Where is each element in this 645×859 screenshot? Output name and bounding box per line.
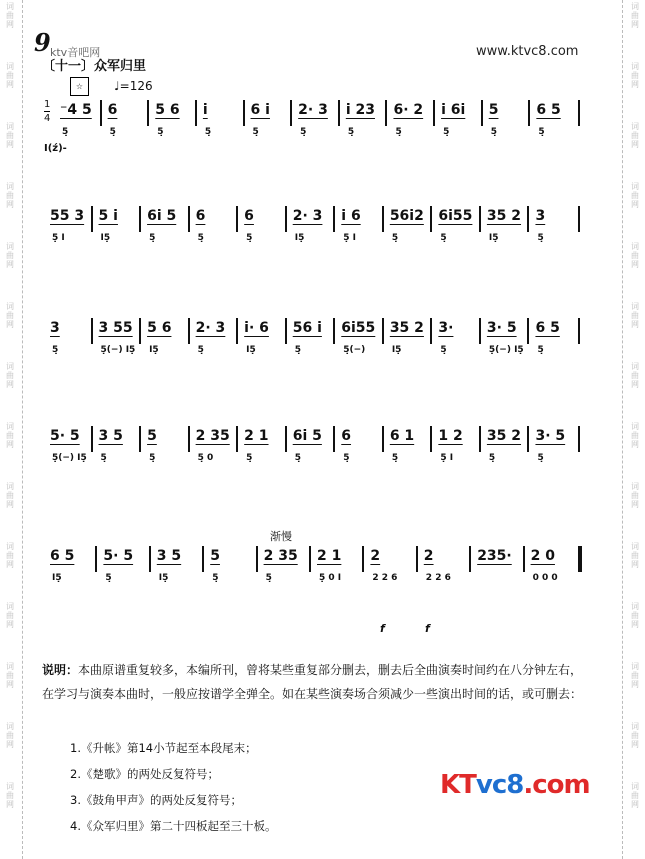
bass-note: 5̣ — [100, 453, 107, 463]
measure: 6 5 — [536, 102, 561, 118]
bar-line — [430, 318, 432, 344]
description-label: 说明： — [42, 663, 79, 677]
bass-note: 5̣ — [395, 127, 402, 137]
measure: 2 — [423, 548, 434, 564]
measure: ⁻4 5 — [60, 102, 92, 118]
melody-line — [44, 100, 582, 130]
measure: 1 2 — [438, 428, 463, 444]
watermark-text: 词曲网 — [6, 782, 14, 809]
bar-line — [416, 546, 418, 572]
measure: i· 6 — [244, 320, 269, 336]
list-item: 2.《楚歌》的两处反复符号； — [70, 767, 219, 781]
description-text: 本曲原谱重复较多，本编所刊，曾将某些重复部分删去，删去后全曲演奏时间约在八分钟左右，在学习与演奏本曲时，一般应按谱学全弹全。如在某些演奏场合须减少一些演出时间的话，或可删去： — [42, 663, 583, 701]
bass-note: 5̣ — [105, 573, 112, 583]
bass-note: 5̣ — [537, 233, 544, 243]
measure: 5 6 — [155, 102, 180, 118]
measure: 3 5 — [98, 428, 123, 444]
time-sig-bottom: 4 — [44, 113, 51, 124]
bar-line — [578, 318, 580, 344]
bass-lead: I(ź)- — [44, 143, 67, 154]
bar-line — [523, 546, 525, 572]
measure: 6 1 — [389, 428, 415, 444]
watermark-text: 词曲网 — [6, 242, 14, 269]
bar-line — [362, 546, 364, 572]
bar-line — [149, 546, 151, 572]
measure: 3· 5 — [486, 320, 517, 336]
bass-note: I5̣ — [294, 233, 305, 243]
bass-note: 5̣ — [157, 127, 164, 137]
bass-note: 5̣ — [109, 127, 116, 137]
measure: 2 35 — [263, 548, 298, 564]
measure: 5· 5 — [103, 548, 134, 564]
measure: 3 — [535, 208, 546, 224]
site-logo — [440, 770, 590, 800]
bass-note: 5̣(−) I5̣ — [100, 345, 136, 355]
bar-line — [333, 206, 335, 232]
bar-line — [147, 100, 149, 126]
measure: 55 3 — [50, 208, 85, 224]
bar-line — [338, 100, 340, 126]
bar-line — [528, 100, 530, 126]
measure: 5 i — [98, 208, 118, 224]
bar-line — [290, 100, 292, 126]
measure: 35 2 — [389, 320, 424, 336]
measure: 5 — [210, 548, 220, 564]
watermark-text: 词曲网 — [631, 242, 639, 269]
site-watermark-text: ktv音吧网 — [50, 46, 101, 59]
tempo-change-slow: 渐慢 — [270, 530, 292, 543]
bass-line — [44, 346, 582, 380]
bass-note: 0 0 0 — [532, 573, 558, 583]
bar-line — [578, 100, 580, 126]
bar-line — [578, 426, 580, 452]
measure: 3 — [50, 320, 60, 336]
measure: 6 5 — [50, 548, 75, 564]
final-bar-line — [578, 546, 582, 572]
bass-note: 5̣ — [204, 127, 212, 137]
watermark-text: 词曲网 — [6, 542, 14, 569]
bar-line — [527, 426, 529, 452]
bar-line — [236, 426, 238, 452]
bar-line — [139, 426, 141, 452]
bass-note: 5̣ — [265, 573, 272, 583]
bar-line — [202, 546, 204, 572]
bass-note: 5̣ — [246, 453, 253, 463]
measure: 35 2 — [486, 208, 522, 224]
measure: 6i 5 — [147, 208, 177, 224]
measure: 2 0 — [530, 548, 555, 564]
bar-line — [188, 318, 190, 344]
bass-note: 5̣ — [391, 233, 399, 243]
measure: 235· — [477, 548, 512, 564]
bass-note: I5̣ — [100, 233, 111, 243]
bar-line — [256, 546, 258, 572]
watermark-text: 词曲网 — [6, 422, 14, 449]
bar-line — [479, 318, 481, 344]
watermark-text: 词曲网 — [631, 782, 639, 809]
list-item: 1.《升帐》第14小节起至本段尾末； — [70, 741, 257, 755]
bass-note: 5̣ — [440, 345, 447, 355]
bass-note: 5̣ — [488, 453, 496, 463]
bar-line — [433, 100, 435, 126]
description — [42, 658, 592, 706]
site-url: www.ktvc8.com — [476, 44, 579, 59]
logo-part-1: KT — [440, 770, 476, 800]
bar-line — [95, 546, 97, 572]
bass-note: 5̣(−) I5̣ — [52, 453, 87, 463]
watermark-text: 词曲网 — [631, 542, 639, 569]
bar-line — [479, 426, 481, 452]
bass-note: 5̣ — [538, 127, 545, 137]
bar-line — [309, 546, 311, 572]
measure: 2 1 — [244, 428, 269, 444]
bar-line — [382, 206, 384, 232]
bar-line — [578, 206, 580, 232]
bass-note: 2 2 6 — [372, 573, 398, 583]
bass-note: 2 2 6 — [425, 573, 451, 583]
watermark-text: 词曲网 — [6, 662, 14, 689]
watermark-text: 词曲网 — [631, 182, 639, 209]
bar-line — [195, 100, 197, 126]
bar-line — [285, 318, 287, 344]
measure: i 6 — [341, 208, 361, 224]
bass-note: 5̣ — [537, 453, 544, 463]
bass-note: 5̣ — [443, 127, 450, 137]
bass-note: 5̣ — [391, 453, 399, 463]
melody-line — [44, 318, 582, 348]
measure: i 23 — [345, 102, 375, 118]
watermark-text: 词曲网 — [6, 302, 14, 329]
measure: 3 5 — [156, 548, 182, 564]
watermark-text: 词曲网 — [631, 422, 639, 449]
bass-line — [44, 128, 582, 162]
bass-note: I5̣ — [52, 573, 62, 583]
measure: 3 55 — [98, 320, 133, 336]
measure: 2· 3 — [298, 102, 328, 118]
watermark-text: 词曲网 — [631, 62, 639, 89]
bass-line — [44, 454, 582, 488]
measure: i — [202, 102, 208, 118]
bass-note: 5̣ — [294, 453, 301, 463]
bass-note: 5̣ I — [343, 233, 357, 243]
time-sig-top: 1 — [44, 99, 51, 110]
bar-line — [469, 546, 471, 572]
bar-line — [527, 206, 529, 232]
bass-note: 5̣ I — [52, 233, 65, 243]
bar-line — [430, 426, 432, 452]
measure: 6i55 — [438, 208, 473, 224]
watermark-text: 词曲网 — [6, 482, 14, 509]
bass-note: 5̣ — [537, 345, 544, 355]
left-border — [0, 0, 23, 859]
measure: 3· — [438, 320, 454, 336]
watermark-text: 词曲网 — [631, 302, 639, 329]
dynamic-forte-2: f — [425, 622, 430, 635]
bar-line — [100, 100, 102, 126]
measure: 3· 5 — [535, 428, 566, 444]
measure: 6i 5 — [292, 428, 322, 444]
melody-line — [44, 426, 582, 456]
bar-line — [285, 426, 287, 452]
bass-note: I5̣ — [488, 233, 499, 243]
watermark-text: 词曲网 — [6, 362, 14, 389]
bass-note: I5̣ — [149, 345, 159, 355]
bar-line — [188, 206, 190, 232]
bass-note: 5̣ I — [440, 453, 454, 463]
measure: 56 i — [292, 320, 322, 336]
dynamic-forte-1: f — [380, 622, 385, 635]
bar-line — [385, 100, 387, 126]
piece-title: 〔十一〕众军归里 — [42, 59, 147, 74]
watermark-text: 词曲网 — [6, 602, 14, 629]
measure: 6 — [195, 208, 206, 224]
measure: 2 1 — [317, 548, 342, 564]
bass-note: 5̣ — [343, 453, 350, 463]
bar-line — [430, 206, 432, 232]
bass-note: 5̣ — [347, 127, 355, 137]
bass-note: 5̣ — [252, 127, 259, 137]
measure: 6 — [107, 102, 118, 118]
bass-note: 5̣ — [197, 233, 204, 243]
measure: 6· 2 — [393, 102, 424, 118]
bar-line — [91, 318, 93, 344]
bar-line — [236, 318, 238, 344]
measure: 6 5 — [535, 320, 560, 336]
measure: 35 2 — [486, 428, 522, 444]
watermark-text: 词曲网 — [631, 362, 639, 389]
measure: 2 35 — [195, 428, 230, 444]
watermark-text: 词曲网 — [631, 722, 639, 749]
watermark-text: 词曲网 — [6, 62, 14, 89]
bar-line — [139, 318, 141, 344]
bass-note: 5̣ — [212, 573, 219, 583]
bar-line — [527, 318, 529, 344]
measure: 6 — [341, 428, 352, 444]
measure: 2· 3 — [292, 208, 323, 224]
bar-line — [139, 206, 141, 232]
watermark-text: 词曲网 — [631, 2, 639, 29]
bar-line — [188, 426, 190, 452]
page-number: 9 — [34, 28, 51, 57]
bass-note: I5̣ — [391, 345, 402, 355]
measure: 5· 5 — [50, 428, 80, 444]
measure: 5 — [147, 428, 157, 444]
bass-note: I5̣ — [246, 345, 256, 355]
bass-note: 5̣ — [197, 345, 204, 355]
logo-part-3: .com — [523, 770, 590, 800]
watermark-text: 词曲网 — [631, 662, 639, 689]
bar-line — [243, 100, 245, 126]
measure: i 6i — [441, 102, 466, 118]
bass-note: 5̣ — [62, 127, 69, 137]
melody-line — [44, 206, 582, 236]
bar-line — [91, 206, 93, 232]
watermark-text: 词曲网 — [6, 122, 14, 149]
bar-line — [333, 318, 335, 344]
bass-note: 5̣ 0 I — [319, 573, 342, 583]
bass-note: 5̣ — [149, 233, 156, 243]
bass-note: 5̣(−) I5̣ — [488, 345, 524, 355]
bass-note: 5̣ — [490, 127, 497, 137]
bar-line — [333, 426, 335, 452]
watermark-text: 词曲网 — [6, 722, 14, 749]
tempo-mark: ♩=126 — [114, 79, 153, 93]
measure: 6 i — [250, 102, 270, 118]
bar-line — [382, 318, 384, 344]
bass-note: 5̣ — [52, 345, 59, 355]
melody-line — [44, 546, 582, 576]
bar-line — [91, 426, 93, 452]
bar-line — [285, 206, 287, 232]
watermark-text: 词曲网 — [6, 182, 14, 209]
measure: 2 — [370, 548, 381, 564]
measure: 56i2 — [389, 208, 424, 224]
measure: 5 — [488, 102, 499, 118]
measure: 2· 3 — [195, 320, 226, 336]
right-border — [622, 0, 645, 859]
list-item: 3.《鼓角甲声》的两处反复符号； — [70, 793, 242, 807]
bass-note: 5̣ — [149, 453, 156, 463]
bass-note: 5̣ — [440, 233, 447, 243]
watermark-text: 词曲网 — [631, 122, 639, 149]
logo-part-2: vc8 — [475, 770, 524, 800]
bass-line — [44, 574, 582, 608]
bar-line — [236, 206, 238, 232]
watermark-text: 词曲网 — [6, 2, 14, 29]
bar-line — [481, 100, 483, 126]
measure: 6 — [244, 208, 254, 224]
bass-note: 5̣ 0 — [197, 453, 214, 463]
bass-line — [44, 234, 582, 268]
bar-line — [382, 426, 384, 452]
bass-note: 5̣ — [300, 127, 307, 137]
bass-note: 5̣ — [294, 345, 301, 355]
measure: 6i55 — [341, 320, 376, 336]
bass-note: I5̣ — [158, 573, 169, 583]
measure: 5 6 — [147, 320, 172, 336]
bass-note: 5̣(−) — [343, 345, 366, 355]
list-item: 4.《众军归里》第二十四板起至三十板。 — [70, 819, 277, 833]
instrument-mark: ☆ — [70, 77, 89, 96]
watermark-text: 词曲网 — [631, 482, 639, 509]
bass-note: 5̣ — [246, 233, 253, 243]
note-list — [70, 735, 276, 839]
watermark-text: 词曲网 — [631, 602, 639, 629]
bar-line — [479, 206, 481, 232]
